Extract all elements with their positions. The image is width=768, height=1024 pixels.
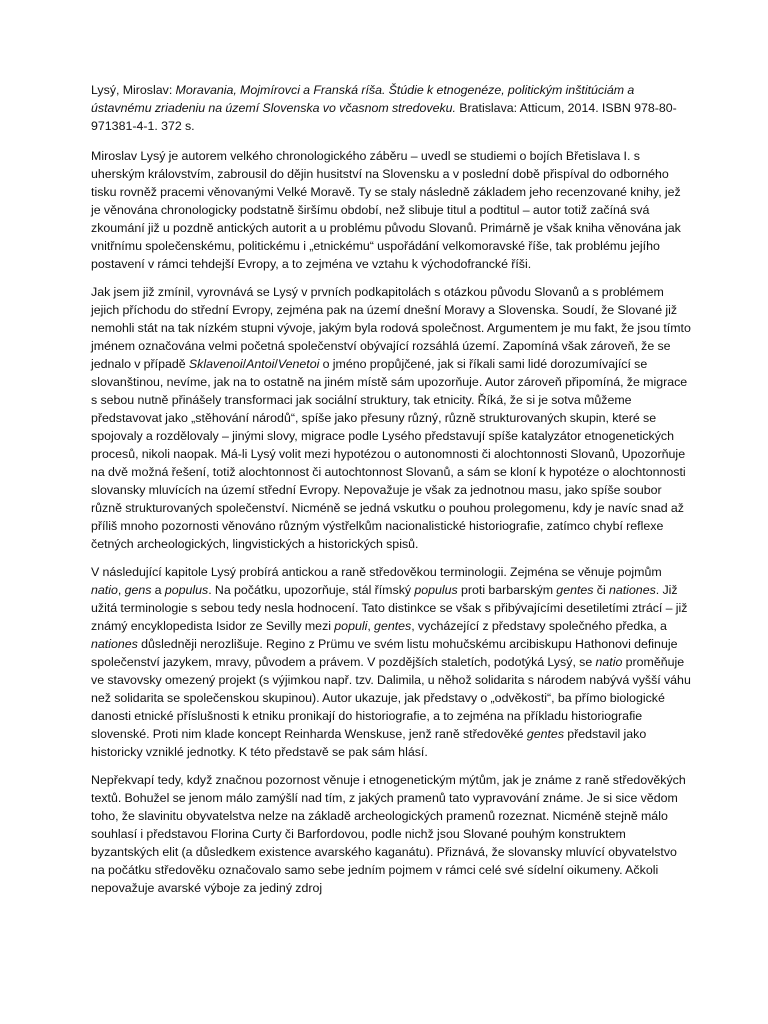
italic-term: Venetoi: [277, 357, 320, 371]
text-run: /: [274, 357, 278, 371]
italic-term: gentes: [556, 583, 594, 597]
citation-title: Moravania, Mojmírovci a Franská ríša. Štúdie k etnogenéze, politickým inštitúciám a ústavnému zriadeniu na území Slovenska vo včasnom stredoveku.: [91, 83, 635, 115]
text-run: či: [593, 583, 609, 597]
text-run: proměňuje ve stavovsky omezený projekt (s výjimkou např. tzv. Dalimila, u něhož solidarita s národem nabývá vyšší váhu než solidarita se společenskou skupinou). Autor ukazuje, jak představy o „odvěkosti“, ba přímo biologické danosti etnické příslušnosti k etniku pronikají do historiografie, a to zejména na příkladu historiografie slovenské. Proti nim klade koncept Reinharda Wenskuse, jenž raně středověké: [91, 655, 691, 741]
book-citation: [91, 81, 692, 135]
italic-term: nationes: [91, 637, 138, 651]
italic-term: gens: [124, 583, 152, 597]
italic-term: Antoi: [246, 357, 275, 371]
citation-publication: Bratislava: Atticum, 2014. ISBN 978-80-971381-4-1. 372 s.: [91, 101, 677, 133]
review-paragraph: [91, 771, 692, 897]
text-run: proti barbarským: [457, 583, 557, 597]
text-run: důsledněji nerozlišuje. Regino z Prümu ve svém listu mohučskému arcibiskupu Hathonovi definuje společenství jazykem, mravy, původem a právem. V pozdějších staletích, podotýká Lysý, se: [91, 637, 678, 669]
italic-term: Sklavenoi: [188, 357, 243, 371]
italic-term: natio: [91, 583, 118, 597]
review-paragraph: [91, 563, 692, 761]
text-run: a: [151, 583, 165, 597]
italic-term: gentes: [526, 727, 565, 741]
text-run: představil jako historicky vzniklé jednotky. K této představě se pak sám hlásí.: [91, 727, 647, 759]
review-paragraph: [91, 147, 692, 273]
text-run: ,: [367, 619, 375, 633]
text-run: ,: [117, 583, 125, 597]
italic-term: populus: [414, 583, 458, 597]
text-run: o jméno propůjčené, jak si říkali sami lidé dorozumívající se slovanštinou, nevíme, jak na to ostatně na jiném místě sám upozorňuje. Autor zároveň připomíná, že migrace s sebou nutně přinášely transformaci jak sociální struktury, tak etnicity. Říká, že si je sotva můžeme představovat jako „stěhování národů“, spíše jako přesuny různý, různě strukturovaných skupin, které se spojovaly a rozdělovaly – jinými slovy, migrace podle Lysého představují spíše katalyzátor etnogenetických procesů, nikoli naopak. Má-li Lysý volit mezi hypotézou o autonomnosti či alochtonnosti Slovanů, Upozorňuje na dvě možná řešení, totiž alochtonnost či autochtonnost Slovanů, a sám se kloní k hypotéze o alochtonnosti slovansky mluvících na území střední Evropy. Nepovažuje je však za jednotnou masu, jako spíše soubor různě strukturovaných společenství. Nicméně se jedná vskutku o pouhou prolegomenu, kdy je navíc snad až příliš mnoho pozornosti věnováno různým výstřelkům nacionalistické historiografie, zatímco chybí reflexe četných archeologických, lingvistických a historických spisů.: [91, 357, 688, 551]
italic-term: populus: [164, 583, 209, 597]
text-run: V následující kapitole Lysý probírá antickou a raně středověkou terminologii. Zejména se věnuje pojmům: [91, 565, 662, 579]
citation-author: Lysý, Miroslav:: [91, 83, 176, 97]
italic-term: nationes: [608, 583, 656, 597]
italic-term: natio: [595, 655, 623, 669]
text-run: Jak jsem již zmínil, vyrovnává se Lysý v prvních podkapitolách s otázkou původu Slovanů a s problémem jejich příchodu do střední Evropy, zejména pak na území dnešní Moravy a Slovenska. Soudí, že Slované již nemohli stát na tak nízkém stupni vývoje, jakým byla rodová společnost. Argumentem je mu fakt, že jsou tímto jménem označována velmi početná společenství obývající rozsáhlá území. Zapomíná však zároveň, že se jednalo v případě: [91, 285, 691, 371]
text-run: Nepřekvapí tedy, když značnou pozornost věnuje i etnogenetickým mýtům, jak je známe z raně středověkých textů. Bohužel se jenom málo zamýšlí nad tím, z jakých pramenů tato vypravování známe. Je si sice vědom toho, že slavinitu obyvatelstva nelze na základě archeologických pramenů rozeznat. Nicméně stejně málo souhlasí i představou Florina Curty či Barfordovou, podle nichž jsou Slované pouhým konstruktem byzantských elit (a důsledkem existence avarského kaganátu). Přiznává, že slovansky mluvící obyvatelstvo na počátku středověku označovalo samo sebe jedním pojmem v rámci celé své sídelní oikumeny. Ačkoli nepovažuje avarské výboje za jediný zdroj: [91, 773, 686, 895]
text-run: Miroslav Lysý je autorem velkého chronologického záběru – uvedl se studiemi o bojích Břetislava I. s uherským královstvím, zabrousil do dějin husitství na Slovensku a v poslední době přispíval do odborného tisku rovněž pracemi věnovanými Velké Moravě. Ty se staly následně základem jeho recenzované knihy, jež je věnována chronologicky podstatně širšímu období, než slibuje titul a podtitul – autor totiž začíná svá zkoumání již u pozdně antických autorit a u problému původu Slovanů. Primárně je však kniha věnována jak vnitřnímu společenskému, politickému i „etnickému“ uspořádání velkomoravské říše, tak problému jejího postavení v rámci tehdejší Evropy, a to zejména ve vztahu k východofrancké říši.: [91, 149, 681, 271]
text-run: /: [242, 357, 247, 371]
review-body: [91, 147, 692, 897]
text-run: , vycházející z představy společného předka, a: [411, 619, 667, 633]
text-run: . Na počátku, upozorňuje, stál římský: [208, 583, 415, 597]
text-run: . Již užitá terminologie s sebou tedy nesla hodnocení. Tato distinkce se však s přibývajícími desetiletími ztrácí – již známý encyklopedista Isidor ze Sevilly mezi: [91, 583, 688, 633]
italic-term: gentes: [374, 619, 412, 633]
italic-term: populi: [334, 619, 368, 633]
review-paragraph: [91, 283, 692, 553]
